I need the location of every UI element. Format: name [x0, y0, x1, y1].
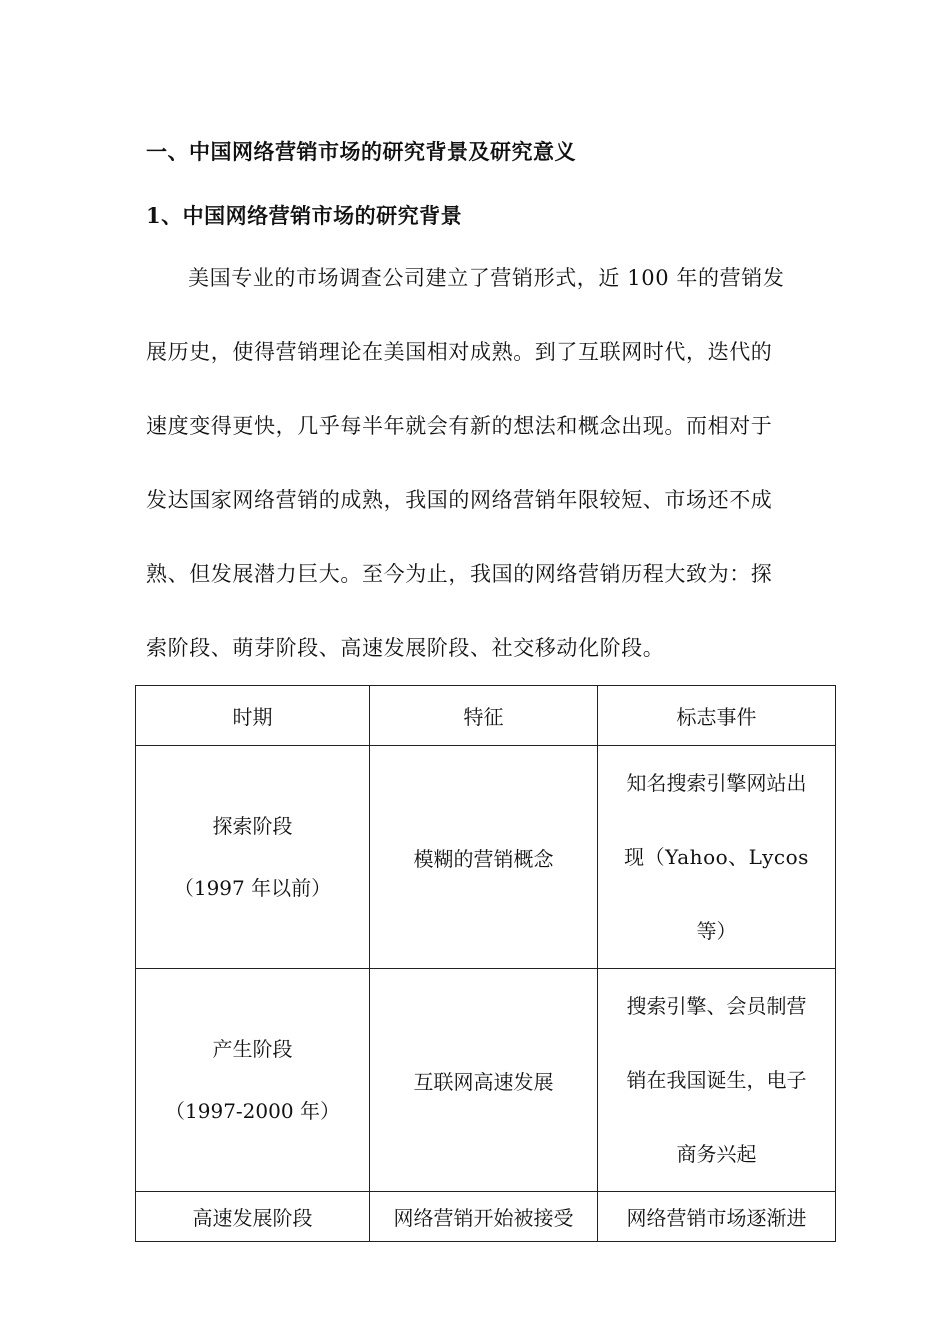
event-line: 搜索引擎、会员制营: [626, 994, 807, 1018]
feature-cell: 模糊的营销概念: [370, 746, 598, 969]
table-row: [136, 969, 836, 1192]
section-heading: 一、中国网络营销市场的研究背景及研究意义: [146, 139, 576, 164]
paragraph-line: 发达国家网络营销的成熟，我国的网络营销年限较短、市场还不成: [146, 488, 773, 512]
event-cell: 网络营销市场逐渐进: [598, 1192, 836, 1242]
paragraph-line: 熟、但发展潜力巨大。至今为止，我国的网络营销历程大致为：探: [146, 562, 773, 586]
period-years: （1997-2000 年）: [165, 1099, 340, 1123]
table-row: [136, 746, 836, 969]
period-cell: [136, 746, 370, 969]
event-line: 现（Yahoo、Lycos: [624, 845, 809, 869]
table-header-row: [136, 686, 836, 746]
header-feature: 特征: [370, 686, 598, 746]
subsection-heading: 1、中国网络营销市场的研究背景: [146, 203, 463, 228]
feature-cell: 网络营销开始被接受: [370, 1192, 598, 1242]
period-cell: [136, 969, 370, 1192]
table-row: [136, 1192, 836, 1242]
event-line: 知名搜索引擎网站出: [626, 771, 807, 795]
paragraph-line: 索阶段、萌芽阶段、高速发展阶段、社交移动化阶段。: [146, 636, 665, 660]
header-event: 标志事件: [598, 686, 836, 746]
feature-cell: 互联网高速发展: [370, 969, 598, 1192]
header-period: 时期: [136, 686, 370, 746]
event-cell: [598, 969, 836, 1192]
event-line: 等）: [696, 919, 737, 943]
paragraph-line: 展历史，使得营销理论在美国相对成熟。到了互联网时代，迭代的: [146, 340, 773, 364]
paragraph-line: 美国专业的市场调查公司建立了营销形式，近 100 年的营销发: [188, 266, 785, 290]
period-name: 探索阶段: [212, 814, 293, 838]
period-name: 产生阶段: [212, 1037, 293, 1061]
history-table: [135, 685, 836, 1242]
event-line: 销在我国诞生，电子: [626, 1068, 807, 1092]
paragraph-line: 速度变得更快，几乎每半年就会有新的想法和概念出现。而相对于: [146, 414, 773, 438]
event-line: 商务兴起: [676, 1142, 757, 1166]
event-cell: [598, 746, 836, 969]
period-years: （1997 年以前）: [173, 876, 332, 900]
body-paragraph: [146, 258, 814, 702]
period-cell: 高速发展阶段: [136, 1192, 370, 1242]
